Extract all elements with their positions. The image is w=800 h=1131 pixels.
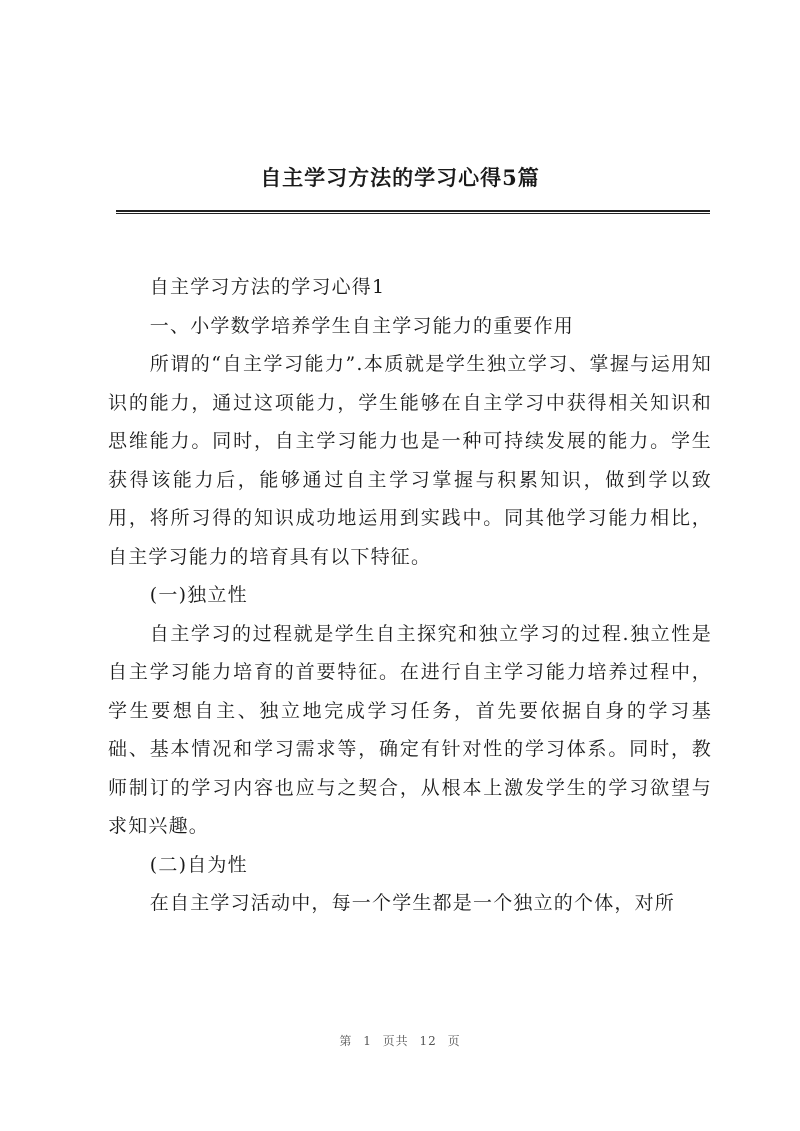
subsection-heading: (二)自为性 bbox=[149, 853, 248, 876]
footer-suffix: 页 bbox=[447, 1034, 461, 1048]
title-divider bbox=[116, 210, 710, 214]
body-paragraph: 所谓的“自主学习能力”.本质就是学生独立学习、掌握与运用知识的能力，通过这项能力，学生能够在自主学习中获得相关知识和思维能力。同时，自主学习能力也是一种可持续发展的能力。学生获得该能力后，能够通过自主学习掌握与积累知识，做到学以致用，将所习得的知识成功地运用到实践中。同其他学习能力相比，自主学习能力的培育具有以下特征。 bbox=[108, 353, 712, 568]
section-heading: 自主学习方法的学习心得1 bbox=[149, 276, 386, 298]
document-body bbox=[108, 268, 712, 923]
footer-middle: 页共 bbox=[382, 1034, 409, 1048]
footer-total-pages: 12 bbox=[419, 1034, 437, 1048]
body-paragraph: 自主学习的过程就是学生自主探究和独立学习的过程.独立性是自主学习能力培育的首要特征。在进行自主学习能力培养过程中，学生要想自主、独立地完成学习任务，首先要依据自身的学习基础、基本情况和学习需求等，确定有针对性的学习体系。同时，教师制订的学习内容也应与之契合，从根本上激发学生的学习欲望与求知兴趣。 bbox=[108, 622, 712, 837]
subsection-heading: (一)独立性 bbox=[149, 584, 248, 606]
footer-prefix: 第 bbox=[339, 1034, 353, 1048]
page-footer bbox=[0, 1032, 800, 1049]
body-paragraph: 在自主学习活动中，每一个学生都是一个独立的个体，对所 bbox=[149, 892, 675, 914]
document-title: 自主学习方法的学习心得5篇 bbox=[260, 165, 540, 190]
footer-page-number: 1 bbox=[363, 1034, 372, 1048]
subsection-heading: 一、小学数学培养学生自主学习能力的重要作用 bbox=[149, 314, 574, 337]
